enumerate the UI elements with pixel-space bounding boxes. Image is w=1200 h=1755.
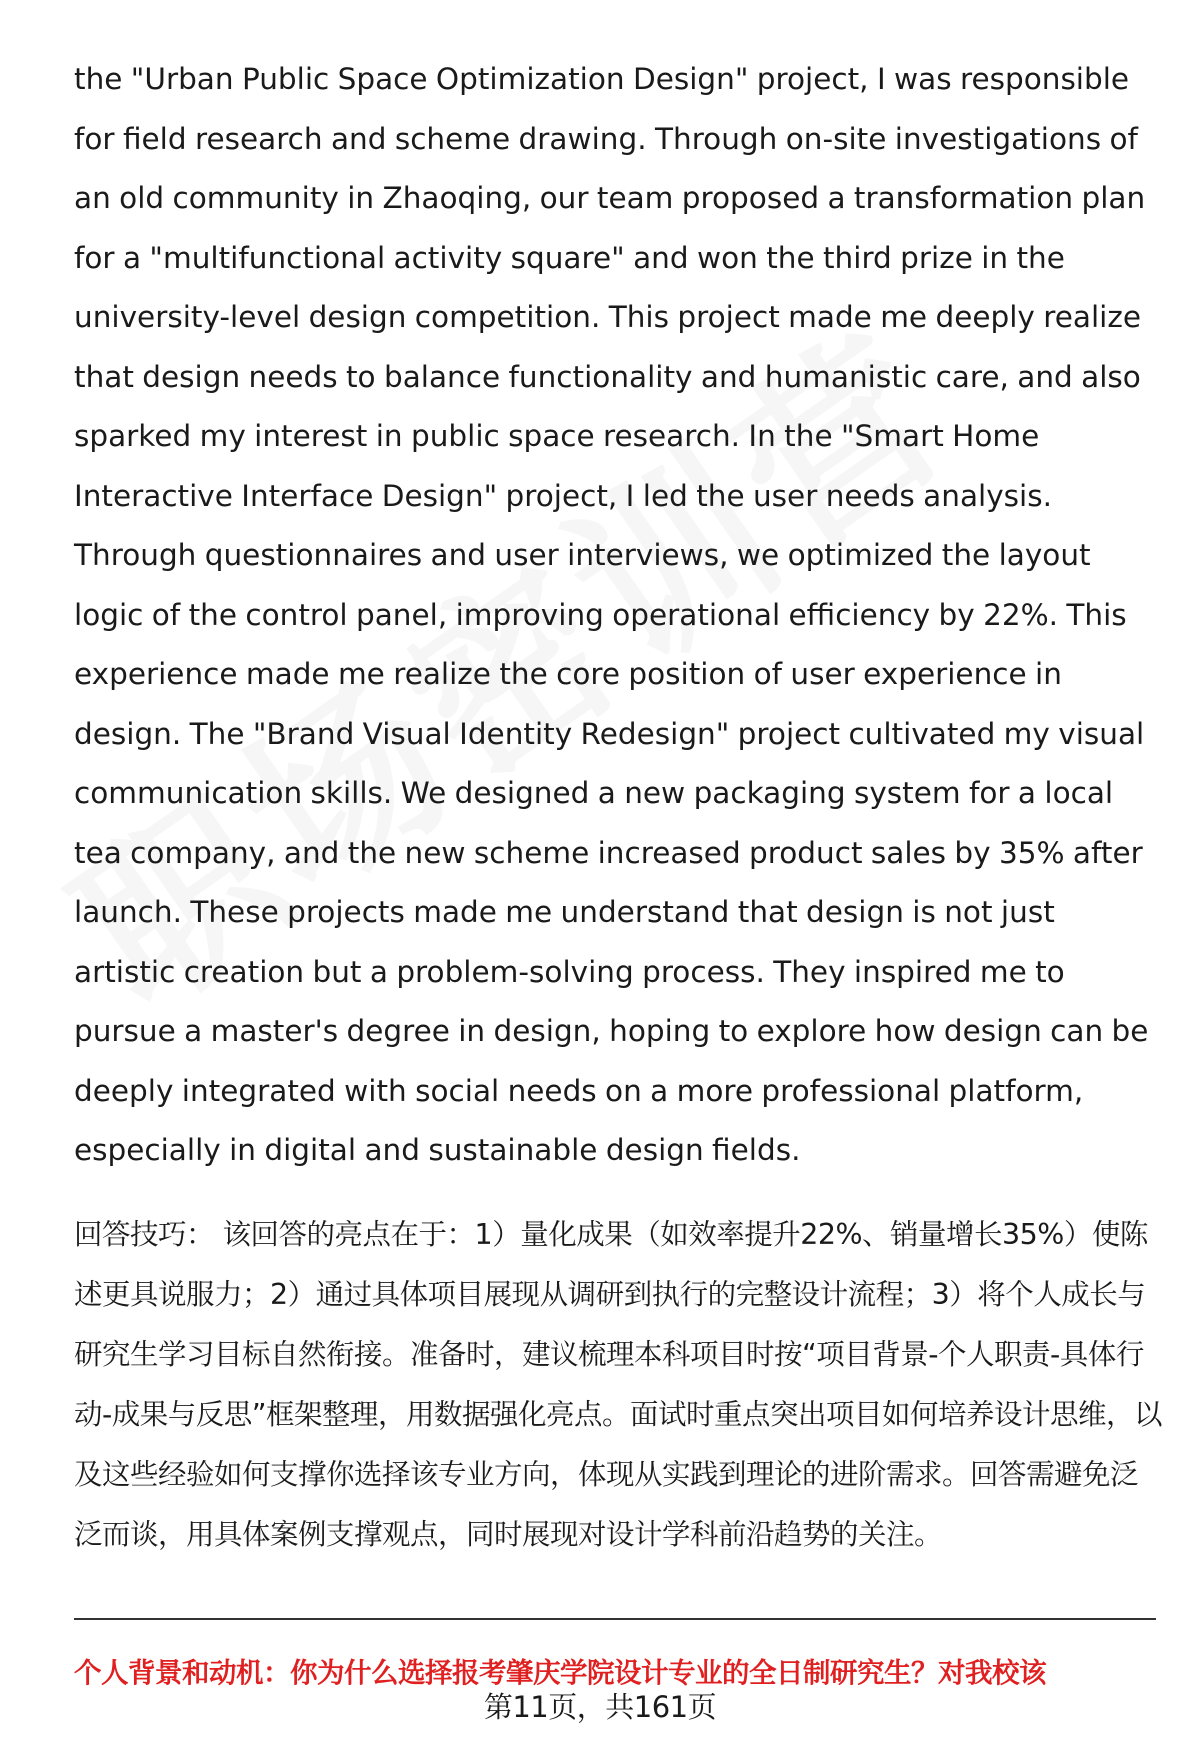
page-number-footer: 第11页，共161页 (483, 1690, 717, 1724)
section-divider (74, 1618, 1156, 1620)
answer-paragraph: the "Urban Public Space Optimization Design" project, I was responsible for field research and scheme drawing. Through on-site investigations of an old community in Zhaoqing, our team proposed a transformation plan for a "multifunctional activity square" and won the third prize in the university-level design competition. This project made me deeply realize that design needs to balance functionality and humanistic care, and also sparked my interest in public space research. In the "Smart Home Interactive Interface Design" project, I led the user needs analysis. Through questionnaires and user interviews, we optimized the layout logic of the control panel, improving operational efficiency by 22%. This experience made me realize the core position of user experience in design. The "Brand Visual Identity Redesign" project cultivated my visual communication skills. We designed a new packaging system for a local tea company, and the new scheme increased product sales by 35% after launch. These projects made me understand that design is not just artistic creation but a problem-solving process. They inspired me to pursue a master's degree in design, hoping to explore how design can be deeply integrated with social needs on a more professional platform, especially in digital and sustainable design fields. (74, 62, 1149, 1167)
next-question-heading: 个人背景和动机：你为什么选择报考肇庆学院设计专业的全日制研究生？对我校该 (74, 1657, 1046, 1689)
document-page (74, 50, 1164, 1565)
answer-tips-paragraph: 回答技巧： 该回答的亮点在于：1）量化成果（如效率提升22%、销量增长35%）使陈述更具说服力；2）通过具体项目展现从调研到执行的完整设计流程；3）将个人成长与研究生学习目标自然衔接。准备时，建议梳理本科项目时按“项目背景-个人职责-具体行动-成果与反思”框架整理，用数据强化亮点。面试时重点突出项目如何培养设计思维，以及这些经验如何支撑你选择该专业方向，体现从实践到理论的进阶需求。回答需避免泛泛而谈，用具体案例支撑观点，同时展现对设计学科前沿趋势的关注。 (74, 1217, 1163, 1551)
